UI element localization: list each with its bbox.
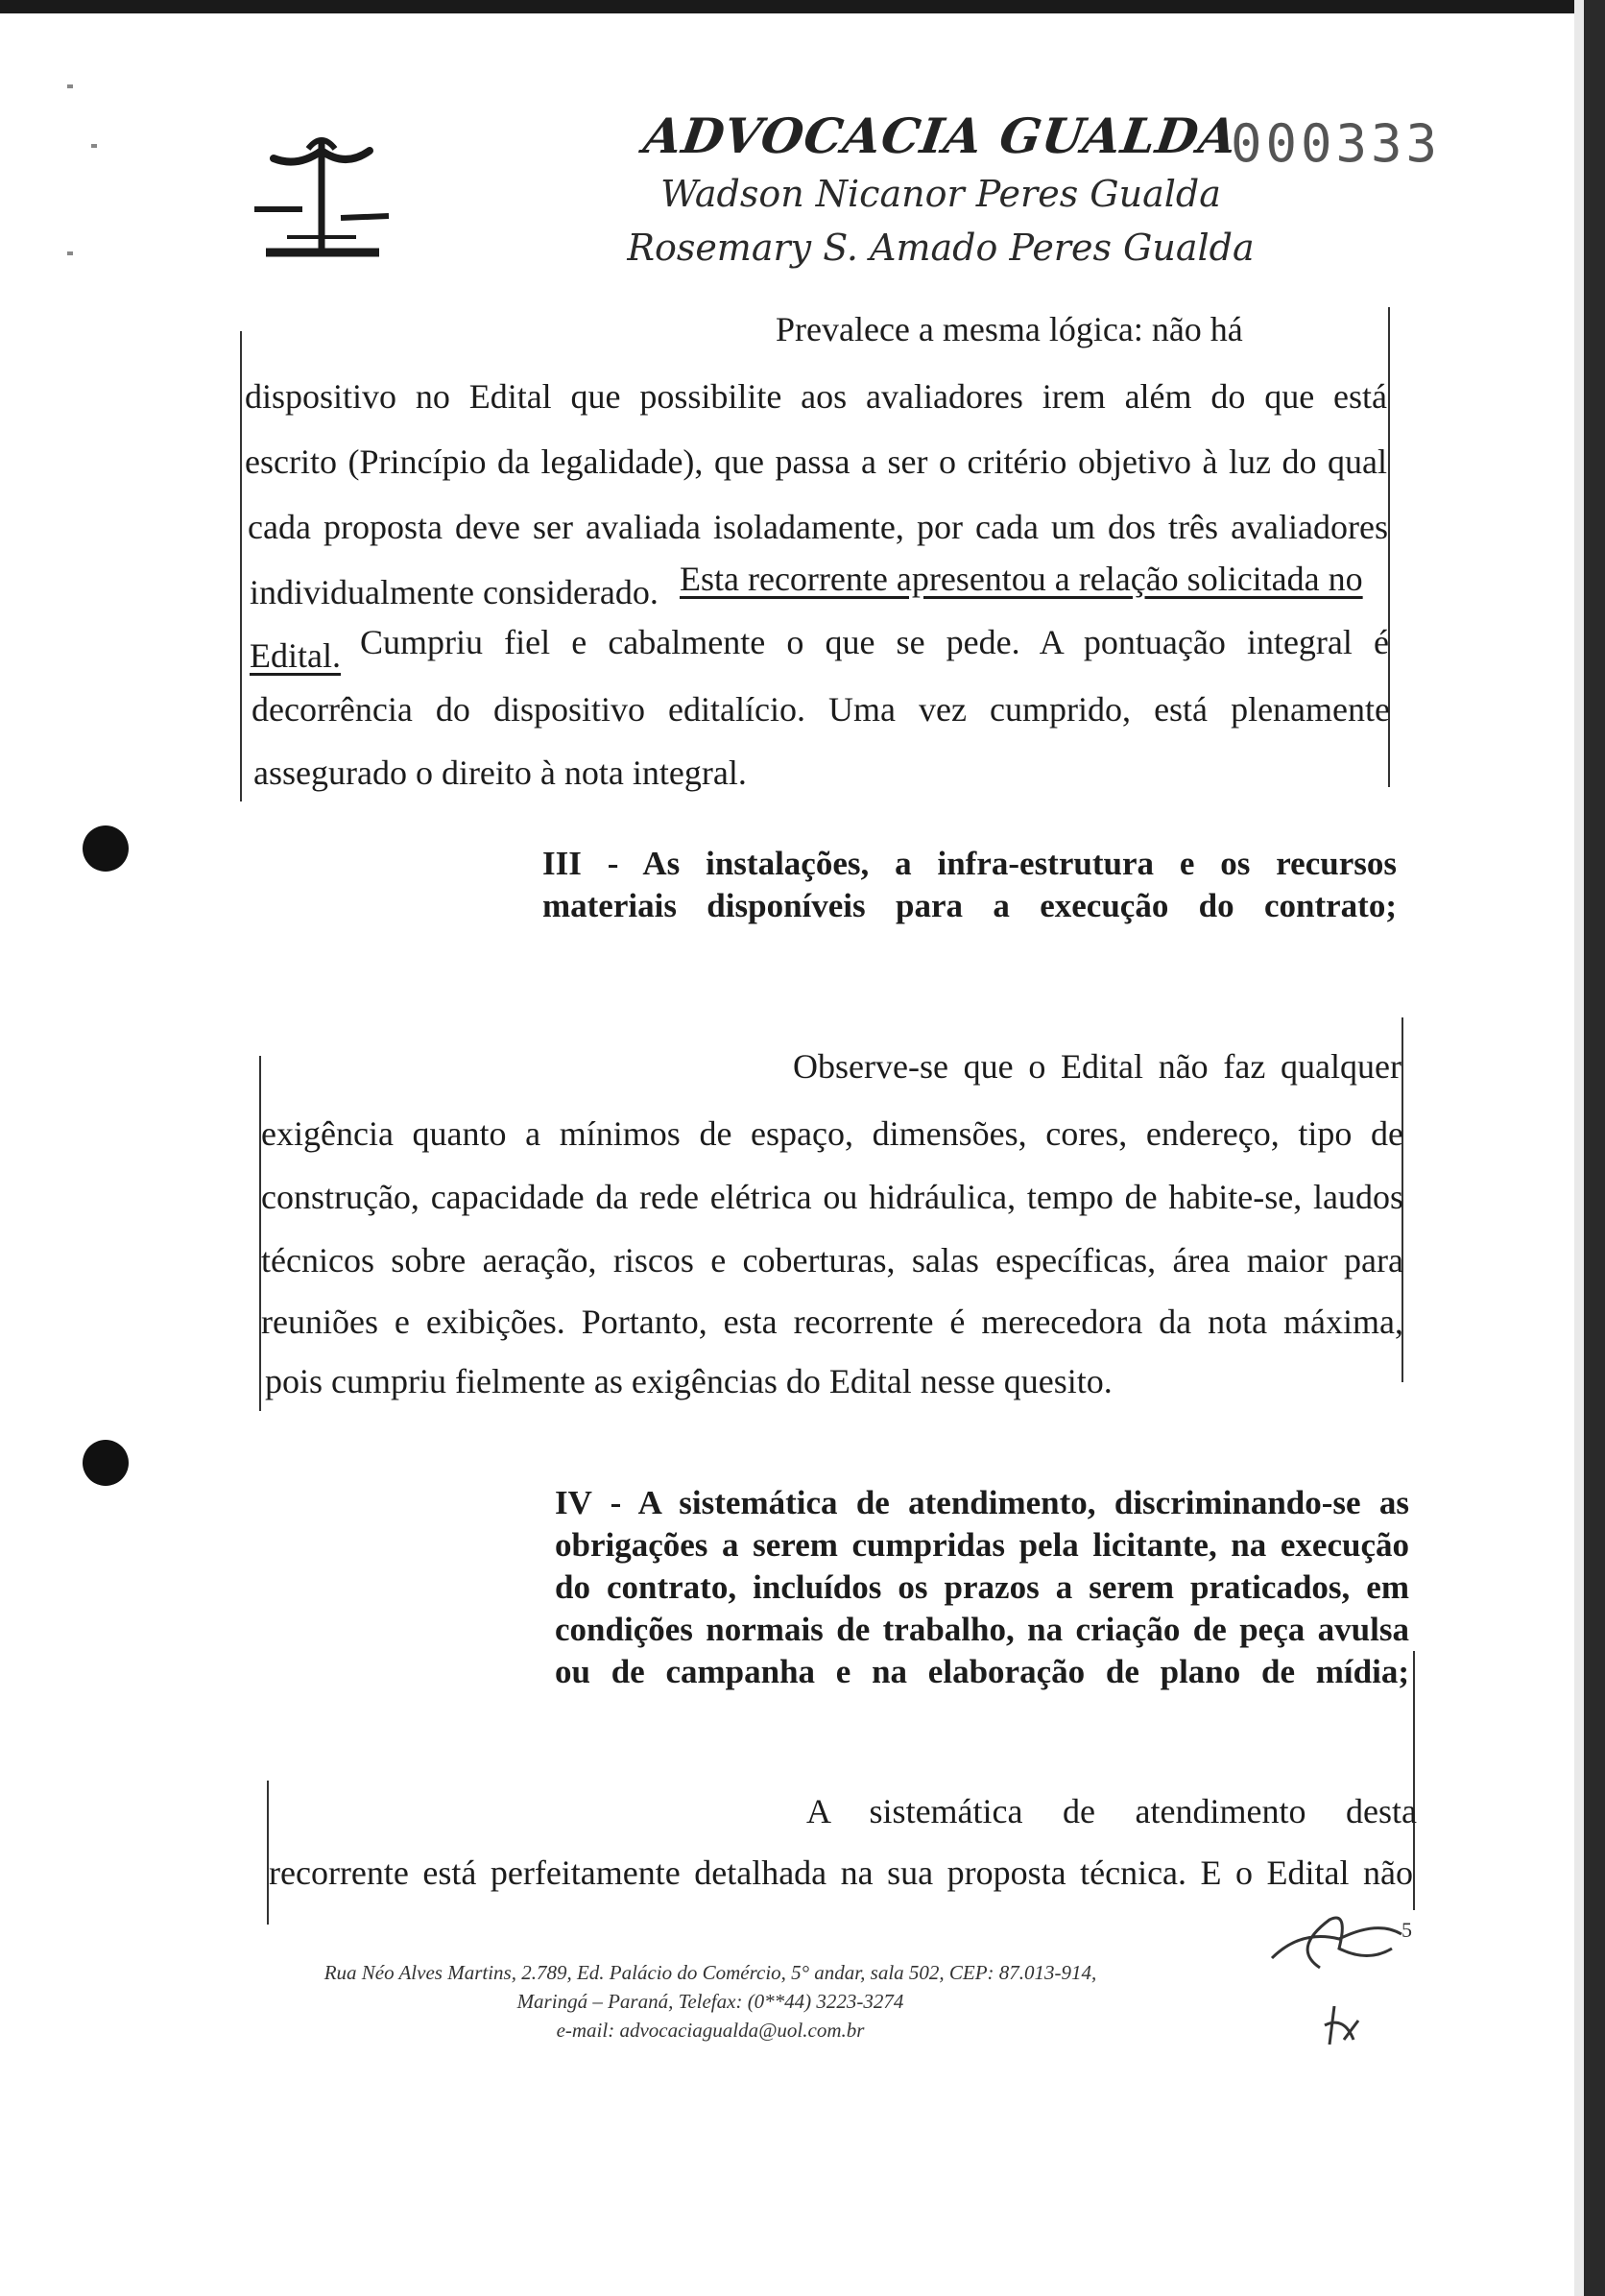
footer-city-phone: Maringá – Paraná, Telefax: (0**44) 3223-3274 xyxy=(516,1990,904,2013)
paragraph-line: cada proposta deve ser avaliada isoladamente, por cada um dos três avaliadores xyxy=(248,508,1388,546)
paragraph-line: recorrente está perfeitamente detalhada na sua proposta técnica. E o Edital não xyxy=(269,1854,1413,1892)
paragraph-line: construção, capacidade da rede elétrica ou hidráulica, tempo de habite-se, laudos xyxy=(261,1178,1403,1216)
handwritten-initials xyxy=(1315,1997,1373,2054)
paragraph-line: decorrência do dispositivo editalício. Uma vez cumprido, está plenamente xyxy=(252,690,1390,729)
partner-name-2: Rosemary S. Amado Peres Gualda xyxy=(627,227,1255,269)
footer-contact xyxy=(288,1958,1133,2045)
paragraph-line: A sistemática de atendimento desta xyxy=(806,1792,1417,1830)
paragraph-line: Observe-se que o Edital não faz qualquer xyxy=(793,1047,1401,1086)
section-heading-iii: III - As instalações, a infra-estrutura e os recursos materiais disponíveis para a execução do contrato; xyxy=(542,845,1397,924)
scan-right-edge xyxy=(1584,0,1605,2296)
signature-rubric xyxy=(1262,1910,1406,1977)
paragraph-line: Cumpriu fiel e cabalmente o que se pede. A pontuação integral é xyxy=(360,623,1389,661)
paragraph-line: exigência quanto a mínimos de espaço, dimensões, cores, endereço, tipo de xyxy=(261,1114,1403,1153)
footer-email: e-mail: advocaciagualda@uol.com.br xyxy=(556,2019,865,2042)
paragraph-line: escrito (Princípio da legalidade), que passa a ser o critério objetivo à luz do qual xyxy=(245,442,1387,481)
scan-speck xyxy=(67,84,73,88)
underlined-statement: Esta recorrente apresentou a relação solicitada no xyxy=(680,560,1363,598)
punch-hole-bottom xyxy=(83,1440,129,1486)
footer-address: Rua Néo Alves Martins, 2.789, Ed. Palácio do Comércio, 5° andar, sala 502, CEP: 87.013-914, xyxy=(323,1961,1097,1984)
paragraph-line: pois cumpriu fielmente as exigências do Edital nesse quesito. xyxy=(265,1362,1113,1400)
left-margin-rule xyxy=(240,331,242,801)
paragraph-line: Prevalece a mesma lógica: não há xyxy=(776,310,1243,348)
paragraph-line: assegurado o direito à nota integral. xyxy=(253,753,747,792)
paragraph-line: reuniões e exibições. Portanto, esta recorrente é merecedora da nota máxima, xyxy=(261,1303,1403,1341)
scan-right-shadow xyxy=(1574,0,1584,2296)
firm-name: ADVOCACIA GUALDA xyxy=(640,108,1241,164)
section-heading-iv: IV - A sistemática de atendimento, discriminando-se as obrigações a serem cumpridas pela licitante, na execução do contrato, incluídos os prazos a serem praticados, em condições normais de trabalho, na criação de peça avulsa ou de campanha e na elaboração de plano de mídia; xyxy=(555,1484,1409,1690)
scan-top-edge xyxy=(0,0,1605,13)
scan-speck xyxy=(67,251,73,255)
left-margin-rule xyxy=(259,1056,261,1411)
page-stamp-number: 000333 xyxy=(1231,113,1442,174)
paragraph-line: individualmente considerado. xyxy=(250,573,659,611)
partner-name-1: Wadson Nicanor Peres Gualda xyxy=(660,173,1221,215)
scales-of-justice-logo xyxy=(245,130,398,264)
right-margin-rule xyxy=(1413,1651,1415,1910)
page-number: 5 xyxy=(1401,1918,1412,1942)
paragraph-line: técnicos sobre aeração, riscos e coberturas, salas específicas, área maior para xyxy=(261,1241,1403,1280)
punch-hole-top xyxy=(83,825,129,872)
underlined-statement: Edital. xyxy=(250,636,341,675)
paragraph-line: dispositivo no Edital que possibilite aos avaliadores irem além do que está xyxy=(245,377,1387,416)
scan-speck xyxy=(91,144,97,148)
letterhead xyxy=(595,108,1286,272)
